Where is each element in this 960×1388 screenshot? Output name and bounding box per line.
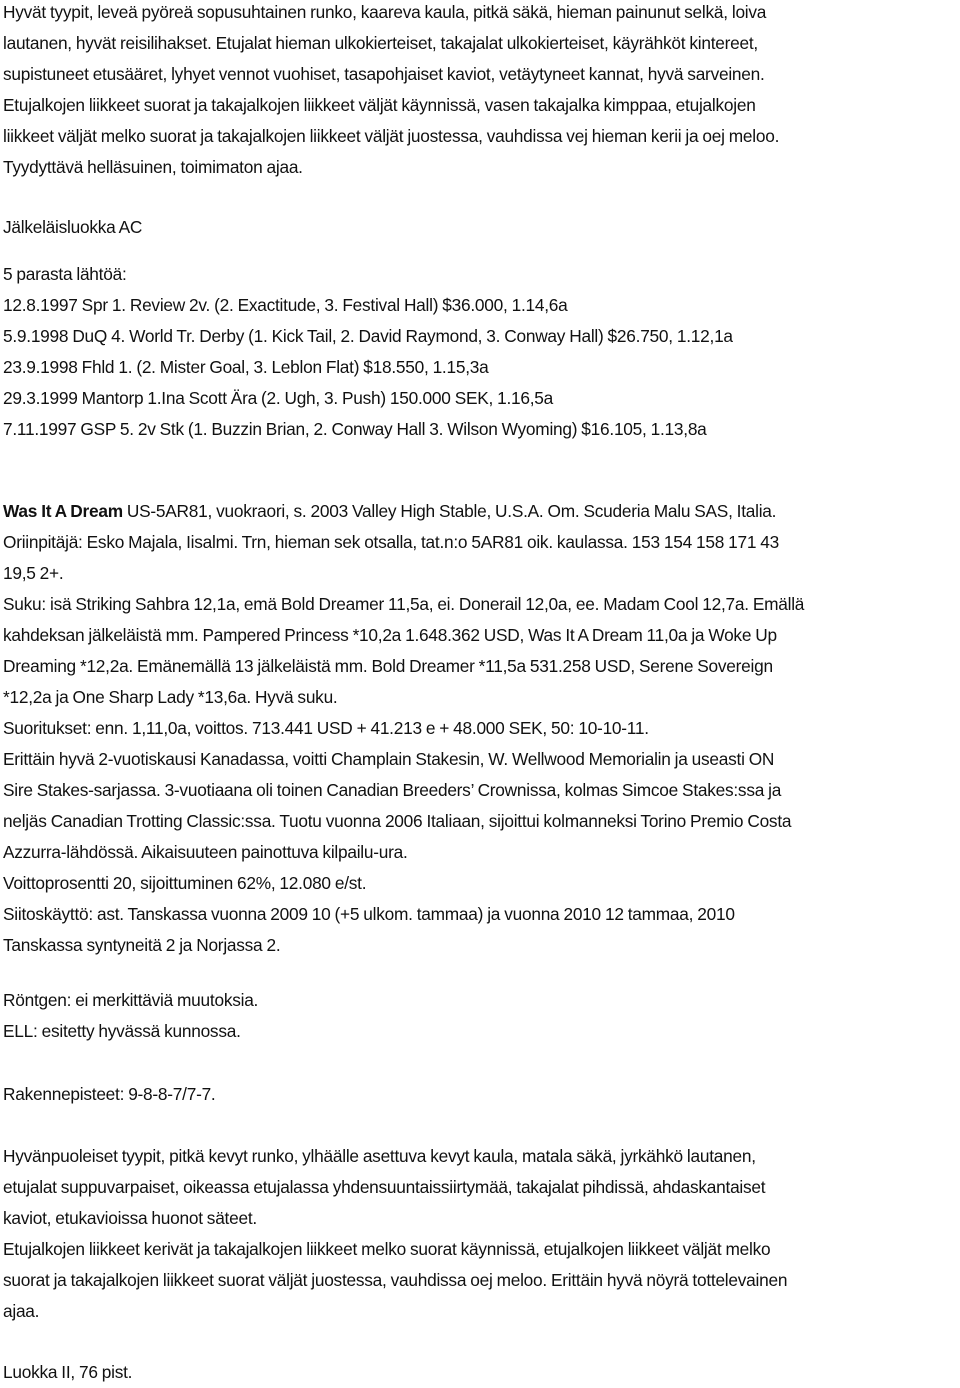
- prev-horse-description: [3, 0, 953, 183]
- win-percentage-line: Voittoprosentti 20, sijoittuminen 62%, 12.080 e/st.: [3, 873, 367, 893]
- text-line: Etujalkojen liikkeet suorat ja takajalkojen liikkeet väljät käynnissä, vasen takajalka kimppaa, etujalkojen: [3, 95, 756, 115]
- conformation-description: [3, 1141, 958, 1327]
- ell-line: ELL: esitetty hyvässä kunnossa.: [3, 1021, 241, 1041]
- offspring-class: [3, 212, 958, 243]
- race-result-line: 12.8.1997 Spr 1. Review 2v. (2. Exactitude, 3. Festival Hall) $36.000, 1.14,6a: [3, 295, 568, 315]
- best-starts-title: 5 parasta lähtöä:: [3, 264, 127, 284]
- career-line: neljäs Canadian Trotting Classic:ssa. Tuotu vuonna 2006 Italiaan, sijoittui kolmanneksi Torino Premio Costa: [3, 811, 792, 831]
- horse-registration: US-5AR81, vuokraori, s. 2003 Valley High Stable, U.S.A. Om. Scuderia Malu SAS, Italia.: [122, 501, 777, 521]
- pedigree-line: Dreaming *12,2a. Emänemällä 13 jälkeläistä mm. Bold Dreamer *11,5a 531.258 USD, Serene Sovereign: [3, 656, 773, 676]
- race-result-line: 5.9.1998 DuQ 4. World Tr. Derby (1. Kick Tail, 2. David Raymond, 3. Conway Hall) $26.750, 1.12,1a: [3, 326, 733, 346]
- text-line: Hyvät tyypit, leveä pyöreä sopusuhtainen runko, kaareva kaula, pitkä säkä, hieman painunut selkä, loiva: [3, 2, 767, 22]
- text-line: suorat ja takajalkojen liikkeet suorat väljät juostessa, vauhdissa oej meloo. Erittäin hyvä nöyrä tottelevainen: [3, 1270, 788, 1290]
- xray-line: Röntgen: ei merkittäviä muutoksia.: [3, 990, 259, 1010]
- horse-header-line: [3, 496, 958, 527]
- horse-name: Was It A Dream: [3, 501, 123, 521]
- health-notes: [3, 985, 958, 1047]
- career-line: Azzurra-lähdössä. Aikaisuuteen painottuva kilpailu-ura.: [3, 842, 408, 862]
- horse-entry: [3, 496, 958, 961]
- text-line: 19,5 2+.: [3, 563, 64, 583]
- race-result-line: 23.9.1998 Fhld 1. (2. Mister Goal, 3. Leblon Flat) $18.550, 1.15,3a: [3, 357, 489, 377]
- build-points: [3, 1079, 958, 1110]
- race-result-line: 7.11.1997 GSP 5. 2v Stk (1. Buzzin Brian, 2. Conway Hall 3. Wilson Wyoming) $16.105, 1.13,8a: [3, 419, 707, 439]
- text-line: Hyvänpuoleiset tyypit, pitkä kevyt runko, ylhäälle asettuva kevyt kaula, matala säkä, jyrkähkö lautanen,: [3, 1146, 756, 1166]
- text-line: supistuneet etusääret, lyhyet vennot vuohiset, tasapohjaiset kaviot, vetäytyneet kannat, hyvä sarveinen.: [3, 64, 765, 84]
- career-line: Erittäin hyvä 2-vuotiskausi Kanadassa, voitti Champlain Stakesin, W. Wellwood Memorialin ja useasti ON: [3, 749, 775, 769]
- result-text: Luokka II, 76 pist.: [3, 1362, 133, 1382]
- text-line: kaviot, etukavioissa huonot säteet.: [3, 1208, 257, 1228]
- text-line: ajaa.: [3, 1301, 40, 1321]
- text-line: Oriinpitäjä: Esko Majala, Iisalmi. Trn, hieman sek otsalla, tat.n:o 5AR81 oik. kaulassa. 153 154 158 171 43: [3, 532, 779, 552]
- text-line: liikkeet väljät melko suorat ja takajalkojen liikkeet väljät juostessa, vauhdissa vej hieman kerii ja oej meloo.: [3, 126, 780, 146]
- text-line: Tyydyttävä helläsuinen, toimimaton ajaa.: [3, 157, 303, 177]
- best-starts: [3, 259, 958, 445]
- career-line: Sire Stakes-sarjassa. 3-vuotiaana oli toinen Canadian Breeders’ Crownissa, kolmas Simcoe Stakes:ssa ja: [3, 780, 782, 800]
- breeding-line: Tanskassa syntyneitä 2 ja Norjassa 2.: [3, 935, 281, 955]
- performance-line: Suoritukset: enn. 1,11,0a, voittos. 713.441 USD + 41.213 e + 48.000 SEK, 50: 10-10-11.: [3, 718, 649, 738]
- result: [3, 1357, 958, 1388]
- build-points-text: Rakennepisteet: 9-8-8-7/7-7.: [3, 1084, 216, 1104]
- text-line: etujalat suppuvarpaiset, oikeassa etujalassa yhdensuuntaissiirtymää, takajalat pihdissä, ahdaskantaiset: [3, 1177, 766, 1197]
- breeding-line: Siitoskäyttö: ast. Tanskassa vuonna 2009 10 (+5 ulkom. tammaa) ja vuonna 2010 12 tammaa, 2010: [3, 904, 735, 924]
- pedigree-line: *12,2a ja One Sharp Lady *13,6a. Hyvä suku.: [3, 687, 338, 707]
- pedigree-line: kahdeksan jälkeläistä mm. Pampered Princess *10,2a 1.648.362 USD, Was It A Dream 11,0a ja Woke Up: [3, 625, 777, 645]
- offspring-class-text: Jälkeläisluokka AC: [3, 217, 143, 237]
- text-line: Etujalkojen liikkeet kerivät ja takajalkojen liikkeet melko suorat käynnissä, etujalkojen liikkeet väljät melko: [3, 1239, 771, 1259]
- text-line: lautanen, hyvät reisilihakset. Etujalat hieman ulkokierteiset, takajalat ulkokierteiset, käyrähköt kintereet,: [3, 33, 758, 53]
- race-result-line: 29.3.1999 Mantorp 1.Ina Scott Ära (2. Ugh, 3. Push) 150.000 SEK, 1.16,5a: [3, 388, 554, 408]
- pedigree-line: Suku: isä Striking Sahbra 12,1a, emä Bold Dreamer 11,5a, ei. Donerail 12,0a, ee. Madam Cool 12,7a. Emällä: [3, 594, 805, 614]
